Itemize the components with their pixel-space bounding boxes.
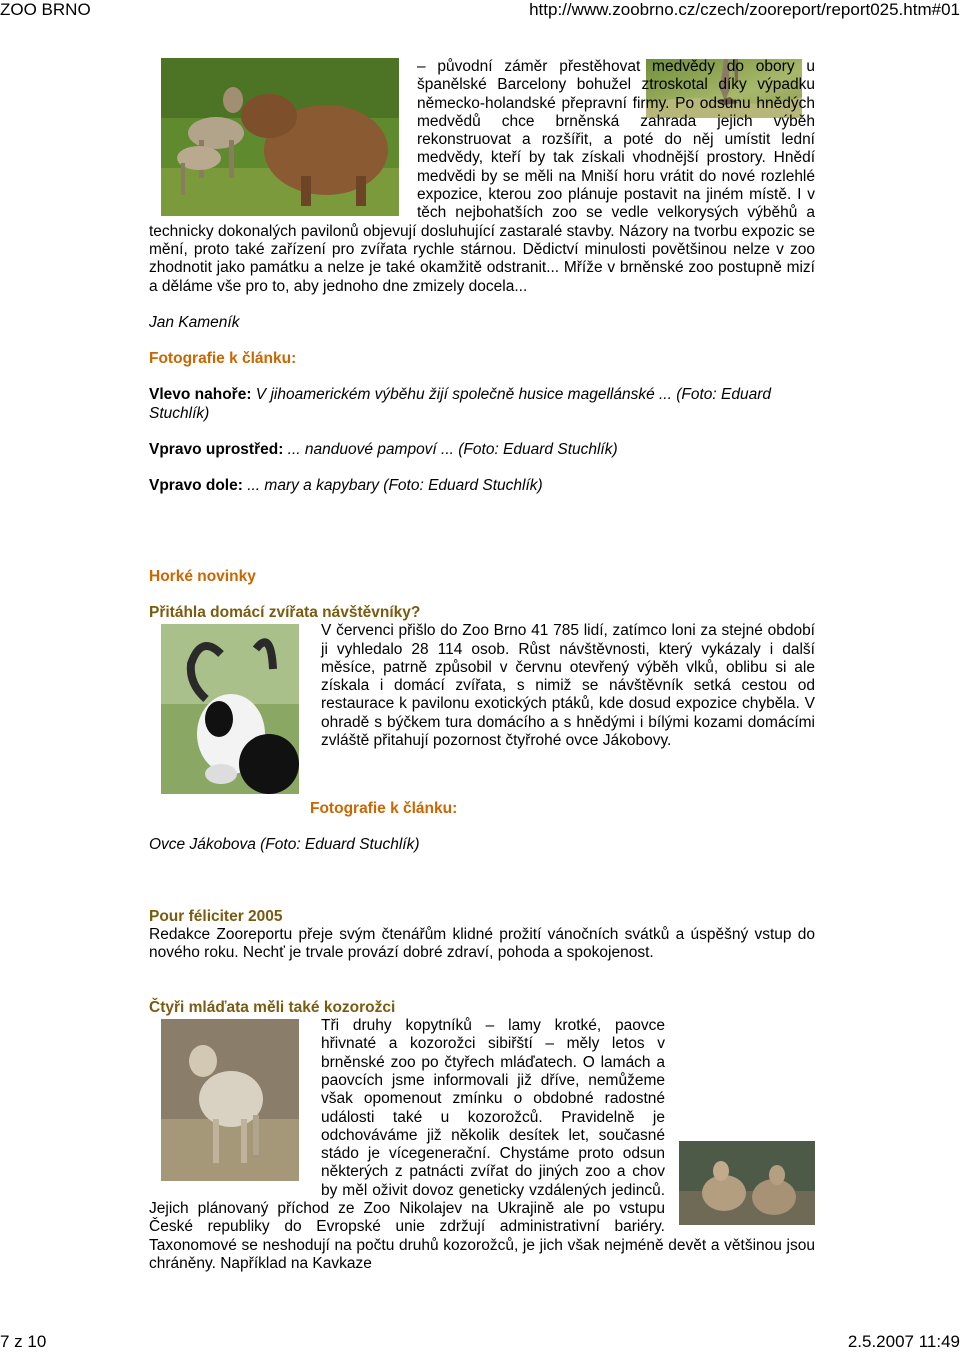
footer-page-number: 7 z 10	[0, 1332, 47, 1351]
caption-text: ... mary a kapybary (Foto: Eduard Stuchlík)	[242, 477, 543, 495]
news-text-ibex: Tři druhy kopytníků – lamy krotké, paovce hřivnaté a kozorožci sibiřští – měly letos v brněnské zoo po čtyřech mláďatech. O lamách a paovcích jsme informovali již dříve, nemůžeme však opomenout zmínku o obdobné radostné události také u kozorožců. Pravidelně je odchováváme již několik desítek let, současné stádo je vícegenerační. Chystáme proto odsun některých z patnácti zvířat do jiných zoo a chov by měl oživit dovoz geneticky vzdálených jedinců. Jejich plánovaný příchod ze Zoo Nikolajev na Ukrajině ale po vstupu České republiky do Evropské unie zdržují administrativní bariéry. Taxonomové se neshodují na počtu druhů kozorožců, je jich však nejméně devět a většinou jsou chráněny. Například na Kavkaze	[149, 1017, 815, 1272]
news-title-ibex: Čtyři mláďata měli také kozorožci	[149, 998, 396, 1016]
hot-news-heading: Horké novinky	[149, 567, 256, 585]
caption-label: Vpravo uprostřed:	[149, 441, 284, 459]
caption-left-top	[149, 386, 815, 423]
caption-label: Vpravo dole:	[149, 477, 243, 495]
caption-right-bottom	[149, 477, 815, 495]
news-text-domestic: V červenci přišlo do Zoo Brno 41 785 lidí, zatímco loni za stejné období ji vyhledalo 28 114 osob. Růst návštěvnosti, který vykázaly i další měsíce, patrně způsobil v červnu otevřený výběh vlků, oblibu si ale získala i domácí zvířata, s nimiž se návštěvník setká cestou od restaurace k pavilonu exotických ptáků, kde dosud expozice chyběla. V ohradě s býčkem tura domácího a s hnědými i bílými kozami domácími zvláště přitahují pozornost čtyřrohé ovce Jákobovy.	[321, 622, 815, 750]
news-photos-heading: Fotografie k článku:	[310, 800, 458, 818]
header-url[interactable]: http://www.zoobrno.cz/czech/zooreport/report025.htm#01	[529, 0, 960, 19]
news-caption-sheep: Ovce Jákobova (Foto: Eduard Stuchlík)	[149, 835, 420, 853]
jacob-sheep-photo	[161, 624, 299, 794]
footer-datetime: 2.5.2007 11:49	[847, 1332, 960, 1351]
news-title-domestic: Přitáhla domácí zvířata návštěvníky?	[149, 603, 421, 621]
news-text-pf: Redakce Zooreportu přeje svým čtenářům klidné prožití vánočních svátků a úspěšný vstup do nového roku. Nechť je trvale provází dobré zdraví, pohoda a spokojenost.	[149, 926, 815, 962]
ibex-pair-photo	[679, 1141, 815, 1225]
photos-heading: Fotografie k článku:	[149, 350, 297, 368]
news-title-pf: Pour féliciter 2005	[149, 907, 283, 925]
article-author: Jan Kameník	[149, 313, 240, 331]
header-site-name: ZOO BRNO	[0, 0, 91, 19]
caption-text: V jihoamerickém výběhu žijí společně husice magellánské ... (Foto: Eduard Stuchlík)	[149, 386, 771, 422]
caption-text: ... nanduové pampoví ... (Foto: Eduard Stuchlík)	[283, 441, 618, 459]
caption-label: Vlevo nahoře:	[149, 386, 252, 404]
ibex-kid-photo	[161, 1019, 299, 1181]
caption-right-middle	[149, 441, 815, 459]
capybara-photo	[161, 58, 399, 216]
article-text: – původní záměr přestěhovat medvědy do obory u španělské Barcelony bohužel ztroskotal díky výpadku německo-holandské přepravní firmy. Po odsunu hnědých medvědů chce brněnská zahrada jejich výběh rekonstruovat a rozšířit, a poté do něj umístit lední medvědy, kteří by tak získali vhodnější prostory. Hnědí medvědi by se měli na Mniší horu vrátit do nové rozlehlé expozice, kterou zoo plánuje postavit na jiném místě. I v těch nejbohatších zoo se vedle velkorysých výběhů a technicky dokonalých pavilonů objevují dosluhující zastaralé stavby. Názory na tvorbu expozic se mění, proto také zařízení pro zvířata rychle stárnou. Dědictví minulosti povětšinou nelze v zoo zhodnotit jako památku a nelze je také okamžitě odstranit... Mříže v brněnské zoo postupně mizí a děláme vše pro to, aby jednoho dne zmizely docela...	[149, 58, 815, 295]
